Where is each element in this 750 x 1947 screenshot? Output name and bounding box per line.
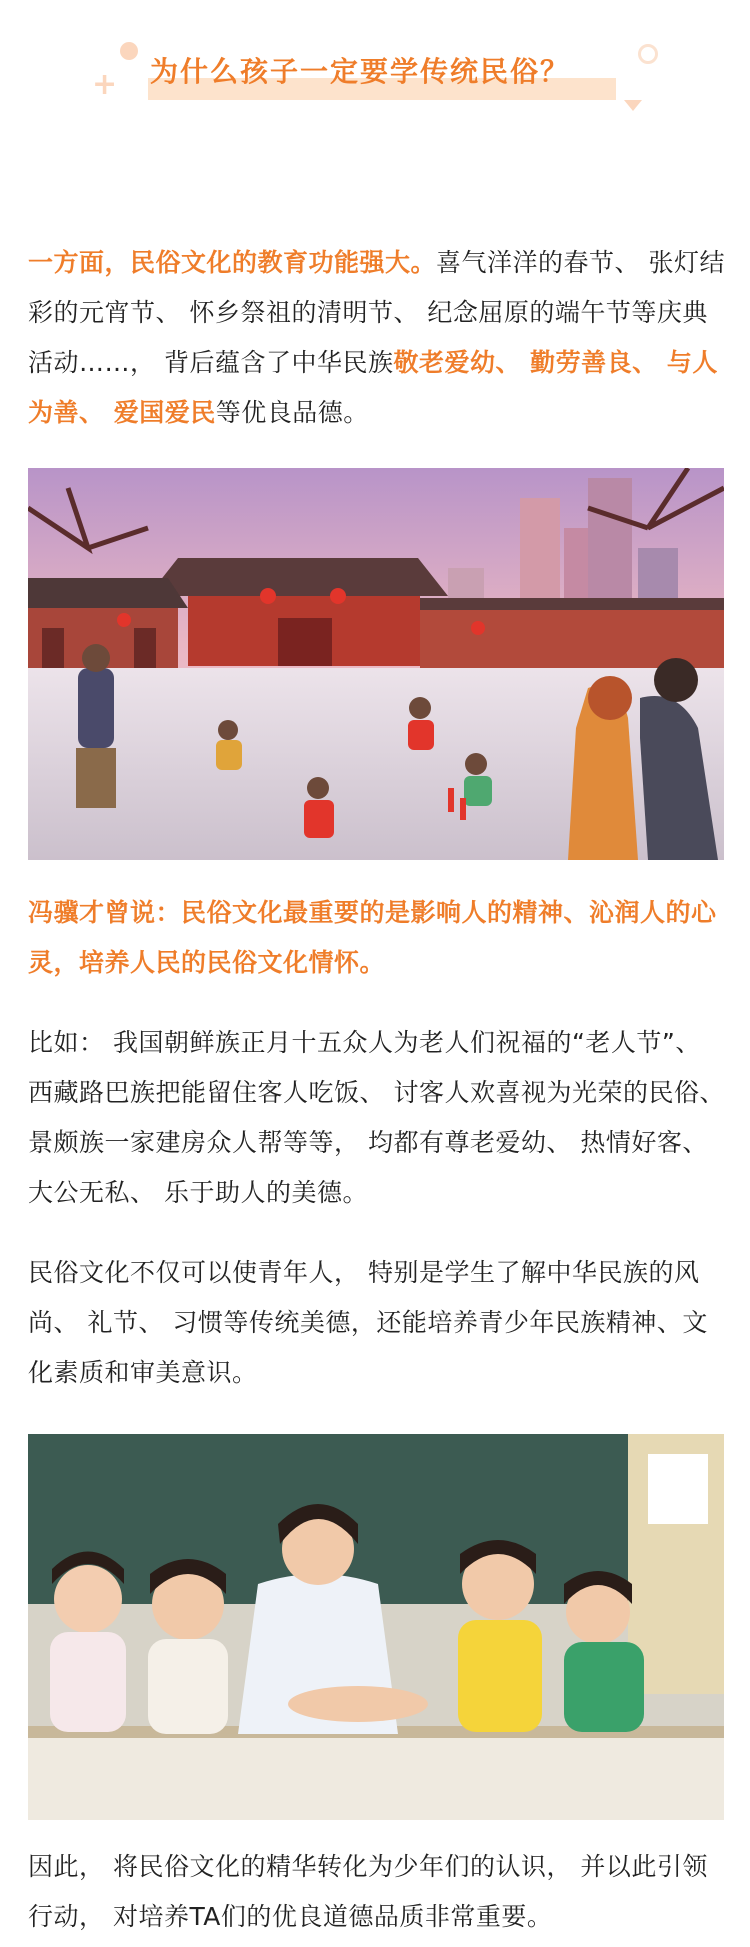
quote-paragraph: 冯骥才曾说：民俗文化最重要的是影响人的精神、沁润人的心灵，培养人民的民俗文化情怀。 (28, 898, 717, 977)
paragraph-conclusion: 因此， 将民俗文化的精华转化为少年们的认识， 并以此引领行动， 对培养TA们的优良道德品质非常重要。 (28, 1852, 708, 1931)
lead-highlight: 一方面，民俗文化的教育功能强大。 (28, 248, 437, 277)
paragraph-text: 等优良品德。 (215, 398, 369, 427)
decor-dot-icon (120, 42, 138, 60)
festival-illustration (28, 468, 724, 860)
paragraph-examples: 比如： 我国朝鲜族正月十五众人为老人们祝福的“老人节”、 西藏路巴族把能留住客人吃饭、 讨客人欢喜视为光荣的民俗、 景颇族一家建房众人帮等等， 均都有尊老爱幼、 热情好客、 大公无私、 乐于助人的美德。 (28, 1028, 725, 1207)
page-title: 为什么孩子一定要学传统民俗？ (150, 55, 571, 88)
virtues-highlight: 敬老爱幼、 勤劳善良、 与人为善、 爱国爱民 (28, 348, 718, 427)
classroom-photo (28, 1434, 724, 1820)
section-header (0, 0, 750, 140)
paragraph-intro (28, 238, 728, 438)
decor-plus-icon: + (92, 67, 118, 102)
decor-triangle-icon (624, 100, 642, 111)
paragraph-text: 喜气洋洋的春节、 张灯结彩的元宵节、 怀乡祭祖的清明节、 纪念屈原的端午节等庆典活动……， 背后蕴含了中华民族 (28, 248, 725, 377)
paragraph-values: 民俗文化不仅可以使青年人， 特别是学生了解中华民族的风尚、 礼节、 习惯等传统美德，还能培养青少年民族精神、文化素质和审美意识。 (28, 1258, 708, 1387)
decor-ring-icon (638, 44, 658, 64)
